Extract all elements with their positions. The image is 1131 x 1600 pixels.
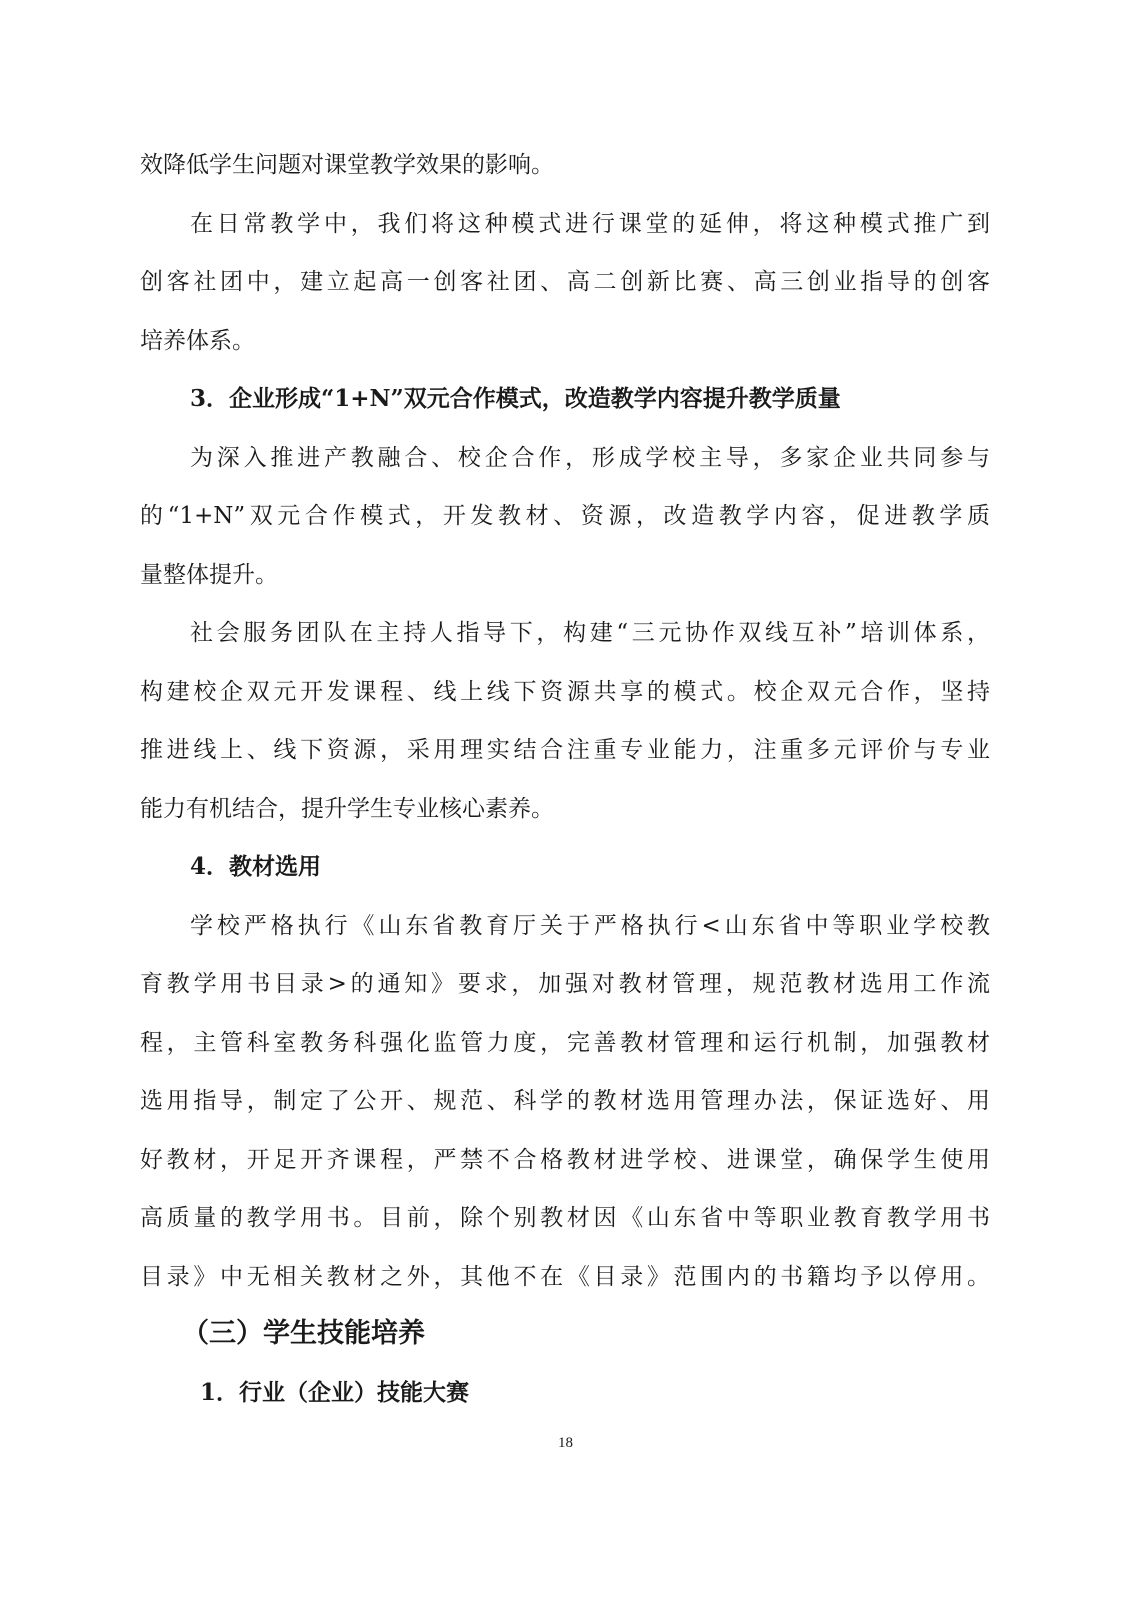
paragraph-line: 学校严格执行《山东省教育厅关于严格执行<山东省中等职业学校教 (190, 913, 990, 939)
paragraph-line: 量整体提升。 (140, 562, 278, 588)
subheading-1: 1．行业（企业）技能大赛 (200, 1379, 470, 1406)
paragraph-line: 为深入推进产教融合、校企合作，形成学校主导，多家企业共同参与 (190, 445, 990, 471)
paragraph-line: 选用指导，制定了公开、规范、科学的教材选用管理办法，保证选好、用 (140, 1088, 990, 1114)
paragraph-line: 在日常教学中，我们将这种模式进行课堂的延伸，将这种模式推广到 (190, 211, 990, 237)
paragraph-line: 构建校企双元开发课程、线上线下资源共享的模式。校企双元合作，坚持 (140, 679, 990, 705)
paragraph-line: 育教学用书目录>的通知》要求，加强对教材管理，规范教材选用工作流 (140, 971, 990, 997)
subheading-3: 3．企业形成“1+N”双元合作模式，改造教学内容提升教学质量 (190, 385, 841, 412)
paragraph-line: 效降低学生问题对课堂教学效果的影响。 (140, 152, 554, 178)
paragraph-line: 目录》中无相关教材之外，其他不在《目录》范围内的书籍均予以停用。 (140, 1264, 990, 1290)
subheading-4: 4．教材选用 (190, 853, 322, 880)
page-number: 18 (558, 1435, 573, 1451)
section-heading: （三）学生技能培养 (182, 1318, 425, 1349)
paragraph-line: 好教材，开足开齐课程，严禁不合格教材进学校、进课堂，确保学生使用 (140, 1147, 990, 1173)
paragraph-line: 的“1+N”双元合作模式，开发教材、资源，改造教学内容，促进教学质 (140, 503, 990, 529)
paragraph-line: 程，主管科室教务科强化监管力度，完善教材管理和运行机制，加强教材 (140, 1030, 990, 1056)
paragraph-line: 推进线上、线下资源，采用理实结合注重专业能力，注重多元评价与专业 (140, 737, 990, 763)
paragraph-line: 培养体系。 (140, 328, 255, 354)
paragraph-line: 高质量的教学用书。目前，除个别教材因《山东省中等职业教育教学用书 (140, 1205, 990, 1231)
paragraph-line: 创客社团中，建立起高一创客社团、高二创新比赛、高三创业指导的创客 (140, 269, 990, 295)
paragraph-line: 能力有机结合，提升学生专业核心素养。 (140, 796, 554, 822)
paragraph-line: 社会服务团队在主持人指导下，构建“三元协作双线互补”培训体系， (190, 620, 990, 646)
